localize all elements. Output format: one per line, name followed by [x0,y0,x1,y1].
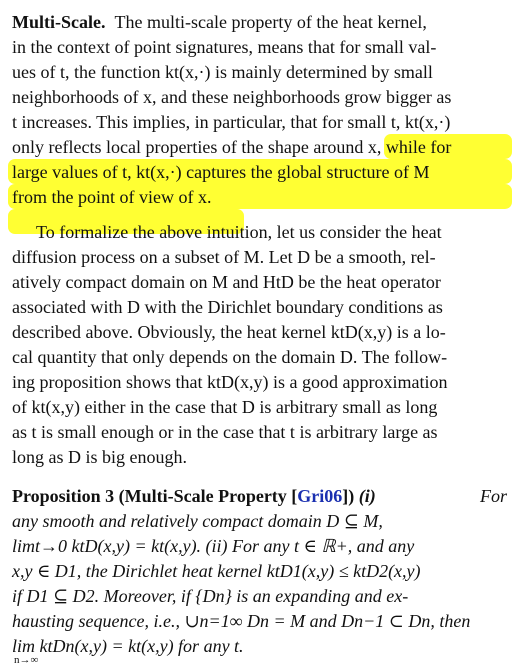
p2-line-1: To formalize the above intuition, let us consider the heat [36,222,442,242]
prop-title-end: ]) [342,486,355,506]
p2-line-2: diffusion process on a subset of M. Let D be a smooth, rel- [12,247,436,267]
p1-line-4: neighborhoods of x, and these neighborhoods grow bigger as [12,87,452,107]
prop-line-3: limt→0 ktD(x,y) = kt(x,y). (ii) For any t ∈ ℝ+, and any [12,536,415,556]
p2-line-4: associated with D with the Dirichlet boundary conditions as [12,297,443,317]
p1-line-3: ues of t, the function kt(x,·) is mainly determined by small [12,62,433,82]
p1-line-1 [12,10,427,34]
p1-line-2: in the context of point signatures, means that for small val- [12,37,437,57]
prop-line-7: lim ktDn(x,y) = kt(x,y) for any t. [12,636,244,656]
citation-link[interactable]: Gri06 [297,486,343,506]
prop-line-1-text: For [480,486,507,506]
p1-line-8: from the point of view of x. [12,187,212,207]
p2-line-10: long as D is big enough. [12,447,187,467]
p2-line-3: atively compact domain on M and HtD be the heat operator [12,272,441,292]
p1-line-1-text: The multi-scale property of the heat kernel, [114,12,427,32]
prop-line-2: any smooth and relatively compact domain D ⊆ M, [12,511,383,531]
p1-line-5: t increases. This implies, in particular, that for small t, kt(x,·) [12,112,451,132]
prop-line-5: if D1 ⊆ D2. Moreover, if {Dn} is an expanding and ex- [12,586,409,606]
prop-line-8-limit: n→∞ [14,654,39,666]
p1-line-7: large values of t, kt(x,·) captures the global structure of M [12,162,430,182]
p2-line-6: cal quantity that only depends on the domain D. The follow- [12,347,448,367]
p2-line-7: ing proposition shows that ktD(x,y) is a good approximation [12,372,448,392]
prop-line-6: hausting sequence, i.e., ∪n=1∞ Dn = M and Dn−1 ⊂ Dn, then [12,611,471,631]
prop-title: Proposition 3 (Multi-Scale Property [ [12,486,298,506]
prop-part-i: (i) [358,486,376,506]
p2-line-5: described above. Obviously, the heat kernel ktD(x,y) is a lo- [12,322,446,342]
p2-line-8: of kt(x,y) either in the case that D is arbitrary small as long [12,397,438,417]
prop-line-4: x,y ∈ D1, the Dirichlet heat kernel ktD1(x,y) ≤ ktD2(x,y) [12,561,421,581]
prop-line-1 [12,484,507,508]
p1-line-6: only reflects local properties of the shape around x, while for [12,137,452,157]
section-heading: Multi-Scale. [12,12,106,32]
p2-line-9: as t is small enough or in the case that t is arbitrary large as [12,422,438,442]
